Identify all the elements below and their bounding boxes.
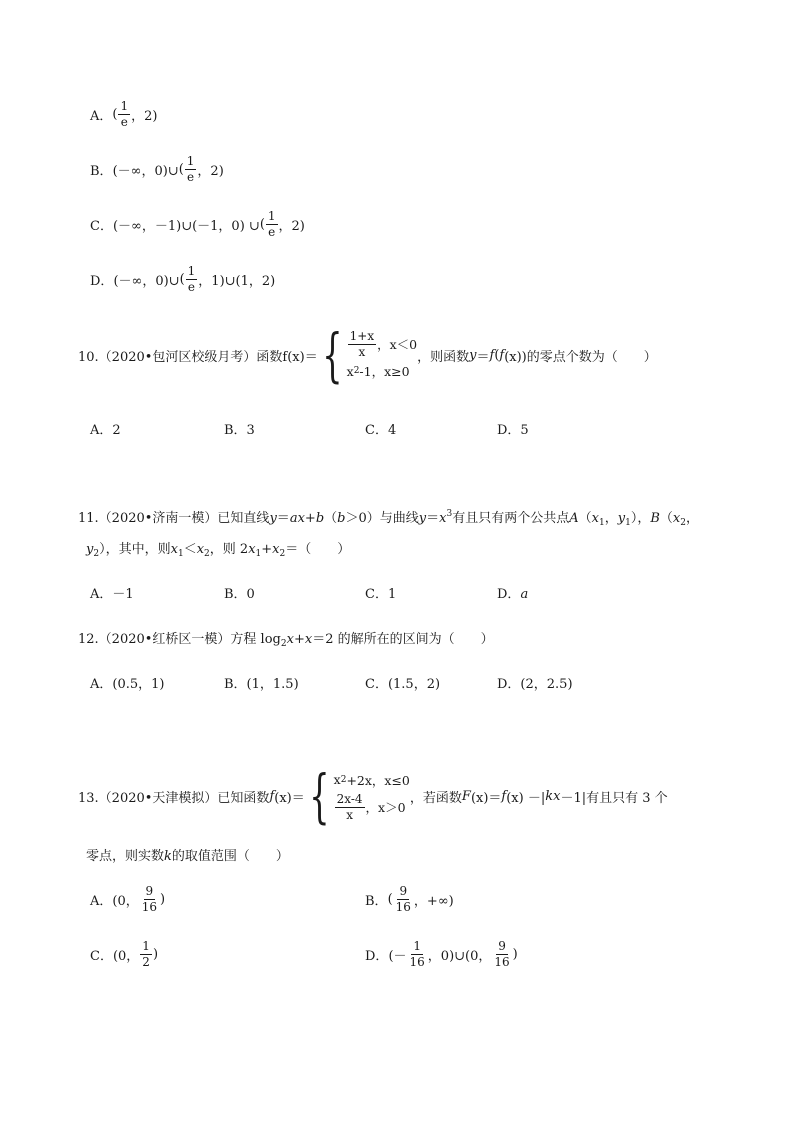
fraction-numerator: 1 xyxy=(267,209,276,223)
text: ＝2 的解所在的区间为（ ） xyxy=(312,632,494,647)
fraction-denominator: 16 xyxy=(141,899,158,914)
var-f: f xyxy=(499,347,505,363)
text: (x)＝ xyxy=(274,790,305,806)
text: ，0)∪(0， xyxy=(427,948,492,964)
text: 12.（2020•红桥区一模）方程 log xyxy=(78,632,281,647)
var-f: f xyxy=(269,788,275,804)
text: ) xyxy=(152,946,159,962)
text: (0， xyxy=(112,893,139,909)
fraction-denominator: 16 xyxy=(494,954,510,969)
var: y xyxy=(86,542,94,557)
q9-option-d xyxy=(90,265,275,293)
fraction-numerator: 1 xyxy=(413,939,421,953)
fraction xyxy=(140,940,152,968)
var: y xyxy=(418,511,427,526)
q13-stem-line2 xyxy=(86,845,289,864)
text: (－ xyxy=(388,948,407,964)
fraction-numerator: 1+x xyxy=(349,328,375,343)
fraction-numerator: 1 xyxy=(120,99,129,113)
text: ＝ xyxy=(426,511,440,526)
fraction-denominator: 16 xyxy=(409,954,425,969)
case-expr: x xyxy=(346,363,354,379)
text: + xyxy=(304,511,316,526)
q10-option-a: A．2 xyxy=(90,423,121,438)
fraction-numerator: 1 xyxy=(187,264,196,278)
case-2 xyxy=(334,793,410,821)
piecewise-cases xyxy=(347,330,417,380)
text: 11.（2020•济南一模）已知直线 xyxy=(78,511,270,526)
left-brace: { xyxy=(309,762,330,830)
text: 的取值范围（ ） xyxy=(171,849,289,864)
exponent: 2 xyxy=(353,366,360,377)
q13-option-d xyxy=(365,940,518,968)
text: ) xyxy=(512,946,518,962)
question-text: ＝ xyxy=(476,349,490,365)
text: 零点，则实数 xyxy=(86,849,165,864)
fraction-numerator: 9 xyxy=(145,884,154,898)
fraction-denominator: 2 xyxy=(142,954,150,969)
fraction xyxy=(394,885,413,913)
q13-option-a xyxy=(90,885,165,913)
fraction xyxy=(335,793,365,821)
option-label: B． xyxy=(90,163,113,179)
var: x xyxy=(286,632,294,647)
var: y xyxy=(617,511,626,526)
q9-option-b xyxy=(90,155,224,183)
q12-option-c: C．(1.5，2) xyxy=(365,677,441,692)
subscript: 2 xyxy=(280,639,287,649)
fraction-denominator: 16 xyxy=(395,899,411,914)
q10-stem xyxy=(78,322,657,388)
fraction xyxy=(118,100,130,128)
q11-stem-line2 xyxy=(86,538,350,559)
var: x xyxy=(591,511,599,526)
text: ( xyxy=(387,891,393,907)
q10-option-c: C．4 xyxy=(365,423,397,438)
var-kx: kx xyxy=(545,788,561,804)
var-f: f xyxy=(489,347,495,363)
var-F: F xyxy=(461,788,471,804)
q13-option-c xyxy=(90,940,158,968)
fraction-numerator: 9 xyxy=(498,939,506,953)
piecewise-function xyxy=(318,321,418,389)
text: ）， xyxy=(630,511,651,526)
text: （ xyxy=(324,511,338,526)
fraction xyxy=(186,265,198,293)
text: ，则 2 xyxy=(209,542,249,557)
q11-option-d xyxy=(497,583,528,602)
fraction xyxy=(266,210,278,238)
var: x xyxy=(248,542,256,557)
fraction-numerator: 1 xyxy=(142,939,150,953)
case-1 xyxy=(347,330,417,358)
subscript: 1 xyxy=(598,518,605,528)
var: x xyxy=(439,511,447,526)
q13-option-b xyxy=(365,885,454,913)
var: b xyxy=(337,511,346,526)
text: （ xyxy=(659,511,673,526)
option-prefix: (－∞，0)∪ xyxy=(112,163,179,179)
text: + xyxy=(293,632,305,647)
q12-stem xyxy=(78,628,494,649)
var: y xyxy=(269,511,277,526)
option-tail: ，2) xyxy=(131,108,158,124)
option-label: B． xyxy=(365,893,388,909)
q11-option-a: A．－1 xyxy=(90,587,134,602)
piecewise-cases xyxy=(334,771,410,821)
text: ， xyxy=(604,511,618,526)
text: （ xyxy=(578,511,592,526)
subscript: 1 xyxy=(177,549,184,559)
option-label: C． xyxy=(90,948,113,964)
subscript: 2 xyxy=(279,549,286,559)
subscript: 1 xyxy=(255,549,262,559)
var: x xyxy=(672,511,681,526)
question-prefix: 10.（2020•包河区校级月考）函数f(x)＝ xyxy=(78,349,318,365)
var: ax xyxy=(289,511,305,526)
fraction-numerator: 9 xyxy=(399,884,408,898)
left-brace: { xyxy=(322,321,343,389)
case-condition: ，x＜0 xyxy=(377,337,418,352)
var-k: k xyxy=(164,849,172,864)
var: x xyxy=(304,632,313,647)
option-label: D． xyxy=(90,273,114,289)
q12-option-a: A．(0.5，1) xyxy=(90,677,165,692)
subscript: 2 xyxy=(680,518,686,528)
fraction-denominator: e xyxy=(187,279,196,294)
q11-option-b: B．0 xyxy=(224,587,255,602)
var: b xyxy=(315,511,325,526)
case-2 xyxy=(347,362,417,380)
text: (x) －| xyxy=(506,790,546,806)
subscript: 1 xyxy=(625,518,631,528)
option-prefix: (－∞，0)∪ xyxy=(113,273,180,289)
var: B xyxy=(650,511,660,526)
q9-option-c xyxy=(90,210,305,238)
q11-stem-line1 xyxy=(78,507,699,528)
fraction xyxy=(408,940,427,968)
var-f: f xyxy=(501,788,507,804)
text: 13.（2020•天津模拟）已知函数 xyxy=(78,790,270,806)
q10-option-b: B．3 xyxy=(224,423,255,438)
open-paren: ( xyxy=(178,161,184,177)
subscript: 2 xyxy=(93,549,100,559)
fraction-denominator: e xyxy=(268,224,276,239)
text: ＝（ ） xyxy=(285,542,351,557)
open-paren: ( xyxy=(112,106,118,122)
q13-stem xyxy=(78,762,668,830)
case-expr: x xyxy=(333,772,341,788)
fraction-numerator: 2x-4 xyxy=(336,791,363,806)
text: ＝ xyxy=(276,511,290,526)
fraction-denominator: x xyxy=(346,807,353,822)
text: ＜ xyxy=(183,542,197,557)
option-label: D． xyxy=(365,948,389,964)
exponent: 2 xyxy=(340,774,347,785)
q11-option-c: C．1 xyxy=(365,587,397,602)
q12-option-d: D．(2，2.5) xyxy=(497,677,573,692)
var: A xyxy=(569,511,579,526)
case-1 xyxy=(334,771,410,789)
text: ， xyxy=(686,511,700,526)
open-paren: ( xyxy=(259,216,265,232)
text: ，若函数 xyxy=(409,790,462,806)
q10-option-d: D．5 xyxy=(497,423,529,438)
option-tail: ，2) xyxy=(197,163,224,179)
fraction xyxy=(348,330,376,358)
text: ＞0）与曲线 xyxy=(345,511,419,526)
option-label: A． xyxy=(90,108,113,124)
text: + xyxy=(261,542,273,557)
fraction xyxy=(492,940,511,968)
q12-option-b: B．(1，1.5) xyxy=(224,677,299,692)
piecewise-function xyxy=(305,762,410,830)
case-condition: ，x＞0 xyxy=(365,800,406,815)
var: x xyxy=(170,542,178,557)
fraction xyxy=(185,155,197,183)
fraction-denominator: x xyxy=(358,344,366,359)
text: －1|有且只有 3 个 xyxy=(560,790,668,806)
option-tail: ，1)∪(1，2) xyxy=(198,273,276,289)
var: x xyxy=(196,542,205,557)
subscript: 2 xyxy=(204,549,210,559)
question-text: (x))的零点个数为（ ） xyxy=(504,349,657,365)
case-rest: -1，x≥0 xyxy=(359,364,410,380)
option-label: D． xyxy=(497,587,521,602)
question-text: ( xyxy=(494,347,500,363)
text: (0， xyxy=(112,948,140,964)
text: 有且只有两个公共点 xyxy=(452,511,570,526)
fraction-numerator: 1 xyxy=(186,154,195,168)
text: ) xyxy=(160,891,166,907)
var-y: y xyxy=(469,347,477,363)
var: x xyxy=(272,542,280,557)
option-label: A． xyxy=(90,893,113,909)
option-tail: ，2) xyxy=(278,218,305,234)
fraction xyxy=(140,885,159,913)
var: a xyxy=(520,587,529,602)
question-text: ，则函数 xyxy=(417,349,470,365)
q9-option-a xyxy=(90,100,157,128)
case-rest: +2x，x≤0 xyxy=(346,772,410,788)
text: ），其中，则 xyxy=(99,542,171,557)
text: (x)＝ xyxy=(470,790,502,806)
open-paren: ( xyxy=(179,271,185,287)
fraction-denominator: e xyxy=(120,114,128,129)
fraction-denominator: e xyxy=(187,169,195,184)
exponent: 3 xyxy=(446,509,453,519)
option-prefix: (－∞，－1)∪(－1，0) ∪ xyxy=(112,218,260,234)
option-label: C． xyxy=(90,218,113,234)
text: ，+∞) xyxy=(413,893,454,909)
